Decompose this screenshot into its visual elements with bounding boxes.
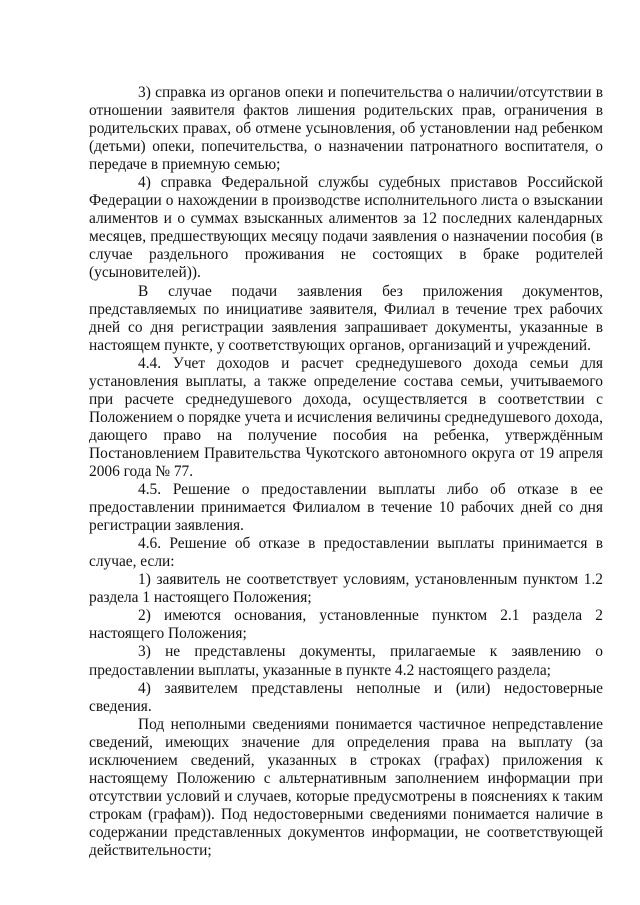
paragraph-4-6-refusal-cases: 4.6. Решение об отказе в предоставлении выплаты принимается в случае, если: [89,535,603,571]
paragraph-item-3-guardianship-certificate: 3) справка из органов опеки и попечительства о наличии/отсутствии в отношении заявителя фактов лишения родительских прав, ограничения в родительских правах, об отмене усыновления, об установлении над ребенком (детьми) опеки, попечительства, о назначении патронатного воспитателя, о передаче в приемную семью; [89,84,603,174]
paragraph-refusal-item-2: 2) имеются основания, установленные пунктом 2.1 раздела 2 настоящего Положения; [89,607,603,643]
paragraph-refusal-item-4: 4) заявителем представлены неполные и (или) недостоверные сведения. [89,679,603,715]
paragraph-4-5-decision-term: 4.5. Решение о предоставлении выплаты либо об отказе в ее предоставлении принимается Филиалом в течение 10 рабочих дней со дня регистрации заявления. [89,481,603,535]
paragraph-refusal-item-3: 3) не представлены документы, прилагаемые к заявлению о предоставлении выплаты, указанные в пункте 4.2 настоящего раздела; [89,643,603,679]
paragraph-incomplete-info-definition: Под неполными сведениями понимается частичное непредставление сведений, имеющих значение для определения права на выплату (за исключением сведений, указанных в строках (графах) приложения к настоящему Положению с альтернативным заполнением информации при отсутствии условий и случаев, которые предусмотрены в пояснениях к таким строкам (графам)). Под недостоверными сведениями понимается наличие в содержании представленных документов информации, не соответствующей действительности; [89,715,603,859]
paragraph-no-documents-case: В случае подачи заявления без приложения документов, представляемых по инициативе заявителя, Филиал в течение трех рабочих дней со дня регистрации заявления запрашивает документы, указанные в настоящем пункте, у соответствующих органов, организаций и учреждений. [89,282,603,354]
paragraph-item-4-bailiff-certificate: 4) справка Федеральной службы судебных приставов Российской Федерации о нахождении в производстве исполнительного листа о взыскании алиментов и о суммах взысканных алиментов за 12 последних календарных месяцев, предшествующих месяцу подачи заявления о назначении пособия (в случае раздельного проживания не состоящих в браке родителей (усыновителей)). [89,174,603,282]
document-page [89,84,603,860]
paragraph-4-4-income-calculation: 4.4. Учет доходов и расчет среднедушевого дохода семьи для установления выплаты, а также определение состава семьи, учитываемого при расчете среднедушевого дохода, осуществляется в соответствии с Положением о порядке учета и исчисления величины среднедушевого дохода, дающего право на получение пособия на ребенка, утверждённым Постановлением Правительства Чукотского автономного округа от 19 апреля 2006 года № 77. [89,354,603,480]
paragraph-refusal-item-1: 1) заявитель не соответствует условиям, установленным пунктом 1.2 раздела 1 настоящего Положения; [89,571,603,607]
